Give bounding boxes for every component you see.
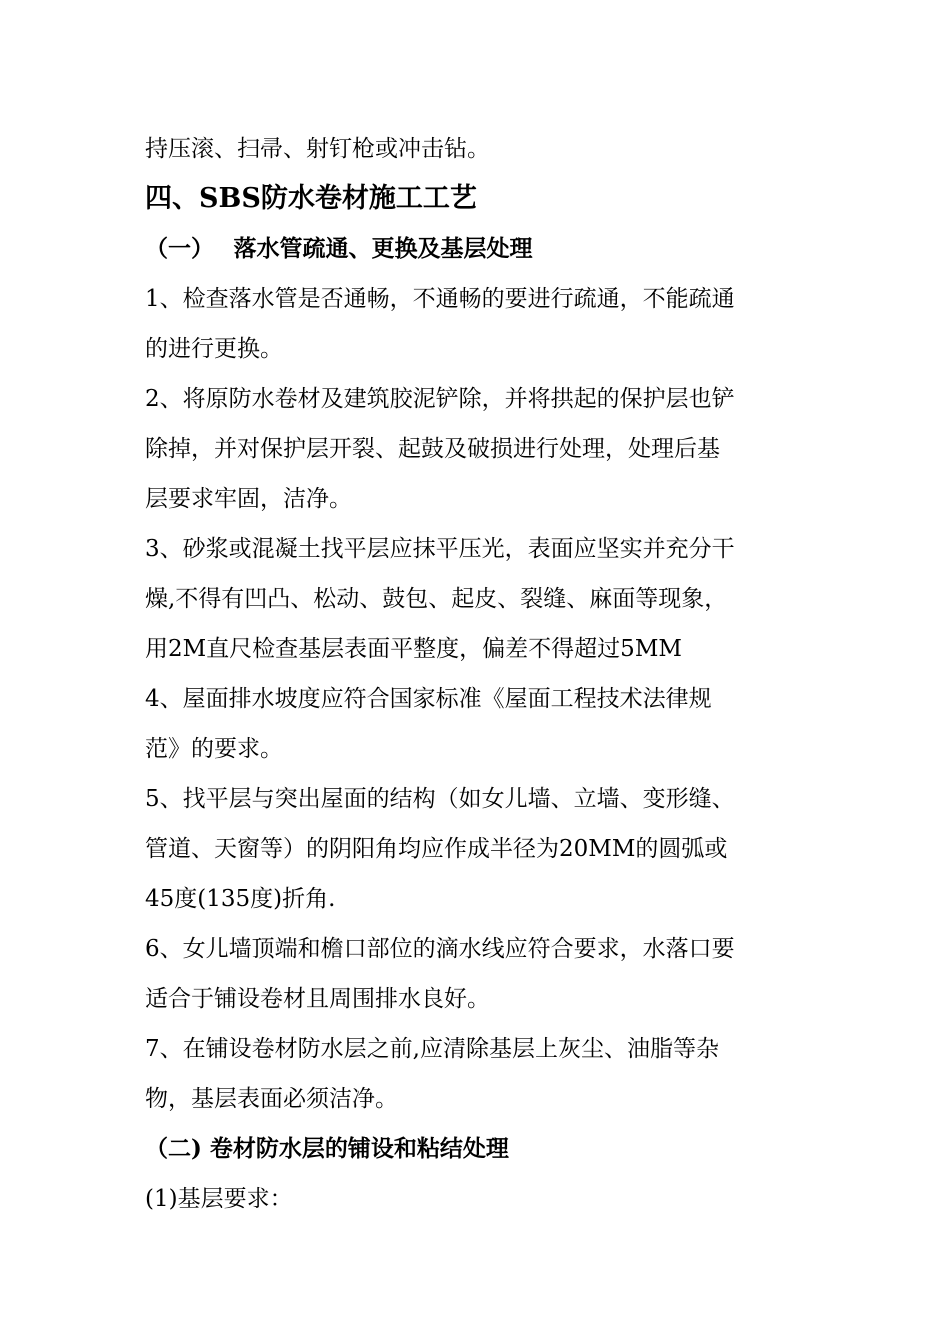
text-line: 3、砂浆或混凝土找平层应抹平压光，表面应坚实并充分干 <box>145 536 735 562</box>
text-line: 1、检查落水管是否通畅，不通畅的要进行疏通，不能疏通 <box>145 286 735 312</box>
text-line: 2、将原防水卷材及建筑胶泥铲除，并将拱起的保护层也铲 <box>145 386 735 412</box>
text-line: 燥,不得有凹凸、松动、鼓包、起皮、裂缝、麻面等现象， <box>145 586 728 612</box>
text-line: (1)基层要求： <box>145 1186 293 1212</box>
text-line: 管道、天窗等）的阴阳角均应作成半径为20MM的圆弧或 <box>145 836 728 862</box>
text-line: 的进行更换。 <box>145 336 283 362</box>
text-line: 4、屋面排水坡度应符合国家标准《屋面工程技术法律规 <box>145 686 712 712</box>
text-line: 层要求牢固，洁净。 <box>145 486 352 512</box>
text-line: 适合于铺设卷材且周围排水良好。 <box>145 986 490 1012</box>
text-line: 用2M直尺检查基层表面平整度，偏差不得超过5MM <box>145 636 682 662</box>
section-heading: 四、SBS防水卷材施工工艺 <box>145 183 477 214</box>
text-line: 范》的要求。 <box>145 736 283 762</box>
text-line: 除掉，并对保护层开裂、起鼓及破损进行处理，处理后基 <box>145 436 720 462</box>
text-line: 6、女儿墙顶端和檐口部位的滴水线应符合要求，水落口要 <box>145 936 735 962</box>
text-line: 45度(135度)折角. <box>145 886 336 912</box>
text-line: 持压滚、扫帚、射钉枪或冲击钻。 <box>145 136 490 162</box>
subsection-heading: （一） 落水管疏通、更换及基层处理 <box>145 235 533 262</box>
subsection-heading: （二) 卷材防水层的铺设和粘结处理 <box>145 1135 509 1162</box>
text-line: 5、找平层与突出屋面的结构（如女儿墙、立墙、变形缝、 <box>145 786 735 812</box>
text-line: 7、在铺设卷材防水层之前,应清除基层上灰尘、油脂等杂 <box>145 1036 719 1062</box>
text-line: 物，基层表面必须洁净。 <box>145 1086 398 1112</box>
